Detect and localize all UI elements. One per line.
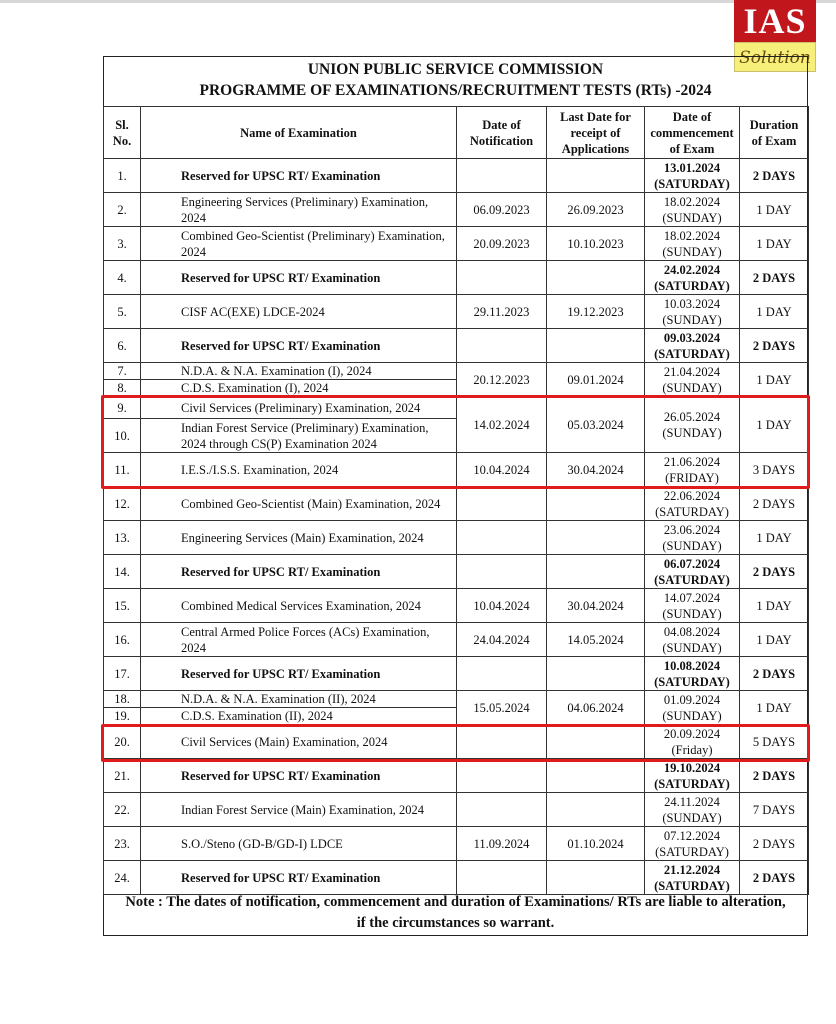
cell-duration: 2 DAYS [740, 861, 809, 895]
cell-notification-date: 29.11.2023 [457, 295, 547, 329]
commencement-day: (SUNDAY) [662, 380, 722, 395]
cell-notification-date [457, 555, 547, 589]
cell-duration: 1 DAY [740, 623, 809, 657]
cell-commencement [645, 793, 740, 827]
page-title [103, 59, 808, 101]
commencement-day: (SATURDAY) [654, 346, 730, 361]
table-row [104, 759, 809, 793]
title-line-2: PROGRAMME OF EXAMINATIONS/RECRUITMENT TESTS (RTs) -2024 [199, 82, 712, 99]
cell-duration: 3 DAYS [740, 453, 809, 487]
cell-last-date: 14.05.2024 [547, 623, 645, 657]
exam-schedule-table [103, 106, 809, 895]
cell-sl: 5. [104, 295, 141, 329]
cell-sl: 15. [104, 589, 141, 623]
cell-sl: 14. [104, 555, 141, 589]
commencement-date: 22.06.2024 [663, 488, 721, 503]
commencement-day: (FRIDAY) [665, 470, 719, 485]
commencement-date: 07.12.2024 [663, 828, 721, 843]
cell-sl: 19. [104, 708, 141, 725]
cell-duration: 1 DAY [740, 363, 809, 397]
commencement-date: 10.08.2024 [663, 658, 721, 673]
commencement-date: 24.02.2024 [663, 262, 721, 277]
cell-sl: 6. [104, 329, 141, 363]
cell-duration: 2 DAYS [740, 827, 809, 861]
cell-duration: 7 DAYS [740, 793, 809, 827]
cell-duration: 2 DAYS [740, 759, 809, 793]
commencement-date: 18.02.2024 [663, 194, 721, 209]
cell-commencement [645, 759, 740, 793]
cell-commencement [645, 487, 740, 521]
cell-sl: 20. [104, 725, 141, 759]
cell-commencement [645, 589, 740, 623]
cell-sl: 10. [104, 419, 141, 453]
cell-last-date [547, 159, 645, 193]
cell-exam-name: Civil Services (Preliminary) Examination, 2024 [141, 397, 457, 419]
cell-notification-date [457, 793, 547, 827]
cell-duration: 5 DAYS [740, 725, 809, 759]
cell-commencement [645, 295, 740, 329]
cell-last-date [547, 521, 645, 555]
table-row [104, 329, 809, 363]
commencement-date: 06.07.2024 [663, 556, 721, 571]
commencement-date: 04.08.2024 [663, 624, 721, 639]
cell-commencement [645, 657, 740, 691]
table-row [104, 691, 809, 708]
cell-notification-date: 14.02.2024 [457, 397, 547, 453]
cell-duration: 2 DAYS [740, 487, 809, 521]
commencement-date: 13.01.2024 [663, 160, 721, 175]
cell-sl: 12. [104, 487, 141, 521]
cell-notification-date [457, 861, 547, 895]
cell-sl: 13. [104, 521, 141, 555]
table-row [104, 861, 809, 895]
commencement-day: (Friday) [671, 742, 713, 757]
cell-duration: 2 DAYS [740, 261, 809, 295]
cell-sl: 3. [104, 227, 141, 261]
cell-exam-name: Reserved for UPSC RT/ Examination [141, 657, 457, 691]
cell-commencement [645, 521, 740, 555]
cell-commencement [645, 193, 740, 227]
commencement-date: 21.12.2024 [663, 862, 721, 877]
cell-sl: 23. [104, 827, 141, 861]
cell-commencement [645, 227, 740, 261]
header-notification: Date of Notification [457, 107, 547, 159]
cell-last-date [547, 861, 645, 895]
header-commencement: Date of commencement of Exam [645, 107, 740, 159]
commencement-day: (SUNDAY) [662, 210, 722, 225]
cell-exam-name: Combined Medical Services Examination, 2024 [141, 589, 457, 623]
commencement-date: 10.03.2024 [663, 296, 721, 311]
cell-commencement [645, 159, 740, 193]
cell-duration: 2 DAYS [740, 657, 809, 691]
cell-commencement [645, 453, 740, 487]
commencement-day: (SUNDAY) [662, 312, 722, 327]
cell-last-date: 09.01.2024 [547, 363, 645, 397]
cell-exam-name: Central Armed Police Forces (ACs) Examination, 2024 [141, 623, 457, 657]
cell-notification-date: 20.12.2023 [457, 363, 547, 397]
cell-duration: 1 DAY [740, 227, 809, 261]
commencement-day: (SATURDAY) [654, 878, 730, 893]
cell-notification-date [457, 725, 547, 759]
commencement-day: (SATURDAY) [654, 572, 730, 587]
cell-notification-date [457, 657, 547, 691]
table-row [104, 397, 809, 419]
commencement-date: 21.04.2024 [663, 364, 721, 379]
cell-exam-name: Reserved for UPSC RT/ Examination [141, 261, 457, 295]
cell-last-date [547, 725, 645, 759]
cell-commencement [645, 363, 740, 397]
cell-commencement [645, 329, 740, 363]
cell-commencement [645, 861, 740, 895]
commencement-date: 01.09.2024 [663, 692, 721, 707]
cell-commencement [645, 555, 740, 589]
commencement-day: (SATURDAY) [654, 176, 730, 191]
commencement-day: (SATURDAY) [654, 278, 730, 293]
cell-notification-date: 10.04.2024 [457, 453, 547, 487]
cell-exam-name: S.O./Steno (GD-B/GD-I) LDCE [141, 827, 457, 861]
commencement-day: (SUNDAY) [662, 425, 722, 440]
cell-duration: 2 DAYS [740, 159, 809, 193]
table-row [104, 793, 809, 827]
commencement-day: (SUNDAY) [662, 538, 722, 553]
commencement-date: 20.09.2024 [663, 726, 721, 741]
commencement-date: 24.11.2024 [664, 794, 720, 809]
cell-sl: 2. [104, 193, 141, 227]
header-last-date: Last Date for receipt of Applications [547, 107, 645, 159]
cell-last-date [547, 555, 645, 589]
top-border [0, 0, 836, 3]
table-row [104, 227, 809, 261]
cell-last-date [547, 261, 645, 295]
cell-last-date [547, 759, 645, 793]
cell-sl: 24. [104, 861, 141, 895]
commencement-day: (SATURDAY) [654, 674, 730, 689]
footer-note: Note : The dates of notification, commencement and duration of Examinations/ RTs are liable to alteration, if the circumstances so warrant. [125, 894, 786, 931]
cell-last-date: 01.10.2024 [547, 827, 645, 861]
commencement-date: 19.10.2024 [663, 760, 721, 775]
table-row [104, 725, 809, 759]
cell-exam-name: C.D.S. Examination (I), 2024 [141, 380, 457, 397]
cell-notification-date [457, 521, 547, 555]
commencement-day: (SATURDAY) [655, 844, 729, 859]
cell-sl: 4. [104, 261, 141, 295]
cell-notification-date: 06.09.2023 [457, 193, 547, 227]
cell-last-date: 05.03.2024 [547, 397, 645, 453]
title-line-1: UNION PUBLIC SERVICE COMMISSION [307, 61, 604, 78]
commencement-date: 09.03.2024 [663, 330, 721, 345]
table-row [104, 623, 809, 657]
table-row [104, 261, 809, 295]
cell-duration: 1 DAY [740, 691, 809, 725]
cell-exam-name: Engineering Services (Main) Examination, 2024 [141, 521, 457, 555]
header-duration: Duration of Exam [740, 107, 809, 159]
cell-exam-name: Reserved for UPSC RT/ Examination [141, 759, 457, 793]
commencement-day: (SATURDAY) [654, 776, 730, 791]
cell-sl: 11. [104, 453, 141, 487]
table-row [104, 827, 809, 861]
table-row [104, 521, 809, 555]
commencement-date: 21.06.2024 [663, 454, 721, 469]
cell-exam-name: Indian Forest Service (Main) Examination, 2024 [141, 793, 457, 827]
cell-last-date: 04.06.2024 [547, 691, 645, 725]
cell-sl: 17. [104, 657, 141, 691]
cell-exam-name: Reserved for UPSC RT/ Examination [141, 555, 457, 589]
cell-exam-name: Combined Geo-Scientist (Main) Examination, 2024 [141, 487, 457, 521]
cell-commencement [645, 623, 740, 657]
logo-top-text: IAS [734, 0, 816, 42]
commencement-day: (SUNDAY) [662, 606, 722, 621]
cell-notification-date: 10.04.2024 [457, 589, 547, 623]
cell-sl: 8. [104, 380, 141, 397]
cell-last-date [547, 793, 645, 827]
cell-notification-date [457, 759, 547, 793]
cell-duration: 1 DAY [740, 295, 809, 329]
table-row [104, 487, 809, 521]
cell-last-date [547, 329, 645, 363]
cell-notification-date [457, 329, 547, 363]
commencement-date: 23.06.2024 [663, 522, 721, 537]
cell-exam-name: Reserved for UPSC RT/ Examination [141, 159, 457, 193]
cell-exam-name: CISF AC(EXE) LDCE-2024 [141, 295, 457, 329]
commencement-day: (SATURDAY) [655, 504, 729, 519]
cell-exam-name: Civil Services (Main) Examination, 2024 [141, 725, 457, 759]
cell-notification-date [457, 487, 547, 521]
cell-exam-name: C.D.S. Examination (II), 2024 [141, 708, 457, 725]
table-row [104, 295, 809, 329]
cell-last-date [547, 487, 645, 521]
commencement-day: (SUNDAY) [662, 810, 722, 825]
cell-notification-date: 20.09.2023 [457, 227, 547, 261]
commencement-date: 14.07.2024 [663, 590, 721, 605]
cell-commencement [645, 261, 740, 295]
table-row [104, 657, 809, 691]
cell-commencement [645, 691, 740, 725]
cell-sl: 16. [104, 623, 141, 657]
cell-last-date: 19.12.2023 [547, 295, 645, 329]
commencement-day: (SUNDAY) [662, 640, 722, 655]
commencement-date: 18.02.2024 [663, 228, 721, 243]
logo-bottom-text: Solution [734, 42, 816, 72]
commencement-day: (SUNDAY) [662, 244, 722, 259]
table-row [104, 159, 809, 193]
cell-exam-name: Reserved for UPSC RT/ Examination [141, 329, 457, 363]
cell-exam-name: I.E.S./I.S.S. Examination, 2024 [141, 453, 457, 487]
cell-duration: 1 DAY [740, 521, 809, 555]
cell-notification-date: 11.09.2024 [457, 827, 547, 861]
cell-duration: 2 DAYS [740, 555, 809, 589]
cell-last-date: 10.10.2023 [547, 227, 645, 261]
cell-duration: 1 DAY [740, 193, 809, 227]
cell-notification-date [457, 159, 547, 193]
cell-last-date [547, 657, 645, 691]
cell-notification-date: 15.05.2024 [457, 691, 547, 725]
cell-sl: 21. [104, 759, 141, 793]
cell-last-date: 26.09.2023 [547, 193, 645, 227]
commencement-date: 26.05.2024 [663, 409, 721, 424]
cell-sl: 22. [104, 793, 141, 827]
cell-sl: 7. [104, 363, 141, 380]
cell-sl: 9. [104, 397, 141, 419]
table-row [104, 589, 809, 623]
cell-exam-name: Combined Geo-Scientist (Preliminary) Examination, 2024 [141, 227, 457, 261]
table-row [104, 555, 809, 589]
table-row [104, 363, 809, 380]
cell-sl: 18. [104, 691, 141, 708]
cell-commencement [645, 725, 740, 759]
cell-duration: 2 DAYS [740, 329, 809, 363]
cell-notification-date [457, 261, 547, 295]
cell-exam-name: Engineering Services (Preliminary) Examination, 2024 [141, 193, 457, 227]
table-header-row [104, 107, 809, 159]
cell-notification-date: 24.04.2024 [457, 623, 547, 657]
table-row [104, 193, 809, 227]
cell-duration: 1 DAY [740, 397, 809, 453]
table-row [104, 453, 809, 487]
cell-commencement [645, 827, 740, 861]
cell-exam-name: Indian Forest Service (Preliminary) Examination, 2024 through CS(P) Examination 2024 [141, 419, 457, 453]
header-name: Name of Examination [141, 107, 457, 159]
cell-last-date: 30.04.2024 [547, 589, 645, 623]
header-sl: Sl. No. [104, 107, 141, 159]
cell-exam-name: N.D.A. & N.A. Examination (I), 2024 [141, 363, 457, 380]
cell-sl: 1. [104, 159, 141, 193]
cell-exam-name: Reserved for UPSC RT/ Examination [141, 861, 457, 895]
commencement-day: (SUNDAY) [662, 708, 722, 723]
cell-commencement [645, 397, 740, 453]
cell-duration: 1 DAY [740, 589, 809, 623]
cell-last-date: 30.04.2024 [547, 453, 645, 487]
cell-exam-name: N.D.A. & N.A. Examination (II), 2024 [141, 691, 457, 708]
